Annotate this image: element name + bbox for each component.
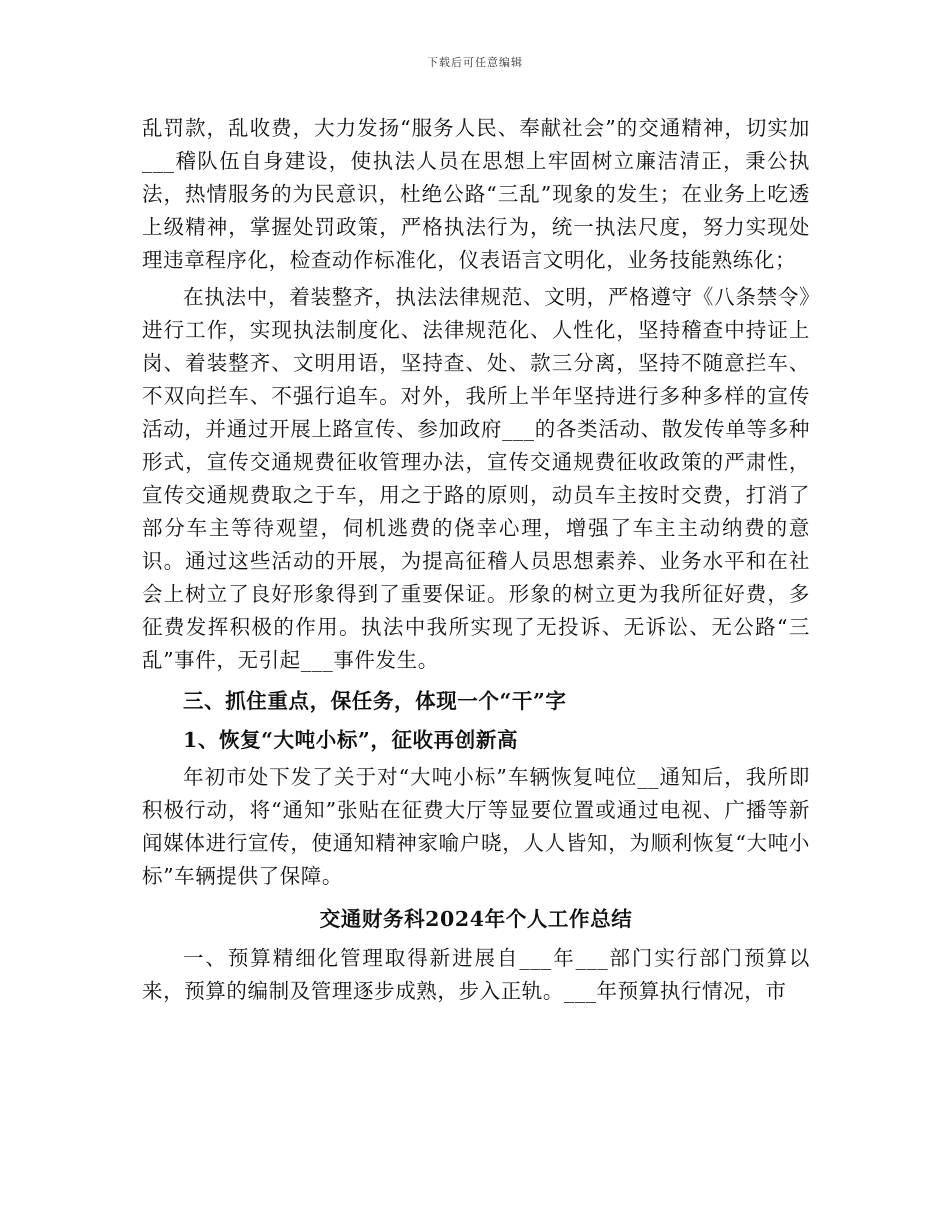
document-title: 交通财务科2024年个人工作总结: [319, 907, 633, 931]
paragraph-2: 在执法中，着装整齐，执法法律规范、文明，严格遵守《八条禁令》进行工作，实现执法制度化、法律规范化、人性化，坚持稽查中持证上岗、着装整齐、文明用语，坚持查、处、款三分离，坚持不随意拦车、不双向拦车、不强行追车。对外，我所上半年坚持进行多种多样的宣传活动，并通过开展上路宣传、参加政府___的各类活动、散发传单等多种形式，宣传交通规费征收管理办法，宣传交通规费征收政策的严肃性，宣传交通规费取之于车，用之于路的原则，动员车主按时交费，打消了部分车主等待观望，伺机逃费的侥幸心理，增强了车主主动纳费的意识。通过这些活动的开展，为提高征稽人员思想素养、业务水平和在社会上树立了良好形象得到了重要保证。形象的树立更为我所征好费，多征费发挥积极的作用。执法中我所实现了无投诉、无诉讼、无公路“三乱”事件，无引起___事件发生。: [142, 285, 810, 672]
paragraph-1: 乱罚款，乱收费，大力发扬“服务人民、奉献社会”的交通精神，切实加___稽队伍自身建设，使执法人员在思想上牢固树立廉洁清正，秉公执法，热情服务的为民意识，杜绝公路“三乱”现象的发生；在业务上吃透上级精神，掌握处罚政策，严格执法行为，统一执法尺度，努力实现处理违章程序化，检查动作标准化，仪表语言文明化，业务技能熟练化；: [142, 116, 810, 272]
paragraph-3: 年初市处下发了关于对“大吨小标”车辆恢复吨位__通知后，我所即积极行动，将“通知”张贴在征费大厅等显要位置或通过电视、广播等新闻媒体进行宣传，使通知精神家喻户晓，人人皆知，为顺利恢复“大吨小标”车辆提供了保障。: [142, 765, 810, 888]
section-heading-3: 三、抓住重点，保任务，体现一个“干”字: [183, 689, 567, 713]
document-body: [142, 112, 810, 1012]
paragraph-4: 一、预算精细化管理取得新进展自___年___部门实行部门预算以来，预算的编制及管理逐步成熟，步入正轨。___年预算执行情况，市: [142, 946, 810, 1003]
sub-heading-1: 1、恢复“大吨小标”，征收再创新高: [183, 728, 519, 752]
header-note: 下载后可任意编辑: [427, 56, 523, 69]
